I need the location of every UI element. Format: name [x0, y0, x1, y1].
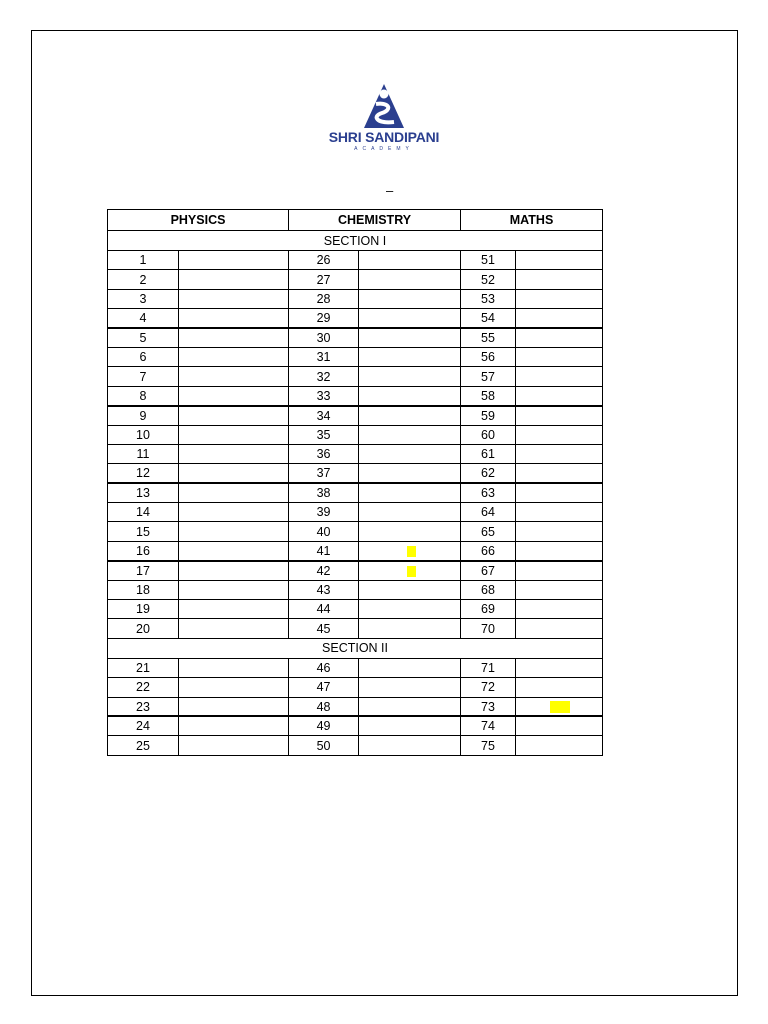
- header-row: [108, 210, 603, 231]
- answer-cell[interactable]: [359, 658, 461, 677]
- answer-cell[interactable]: [516, 464, 603, 483]
- question-number: 23: [108, 697, 179, 716]
- question-number: 70: [461, 619, 516, 638]
- question-number: 66: [461, 541, 516, 560]
- answer-cell[interactable]: [516, 328, 603, 347]
- question-number: 59: [461, 406, 516, 425]
- question-number: 32: [289, 367, 359, 386]
- question-number: 56: [461, 347, 516, 366]
- section-header-row: [108, 638, 603, 658]
- question-number: 54: [461, 309, 516, 328]
- answer-cell[interactable]: [359, 386, 461, 405]
- question-number: 45: [289, 619, 359, 638]
- question-number: 42: [289, 561, 359, 580]
- answer-cell[interactable]: [516, 347, 603, 366]
- question-number: 43: [289, 580, 359, 599]
- answer-cell[interactable]: [179, 270, 289, 289]
- question-number: 2: [108, 270, 179, 289]
- table-row: [108, 600, 603, 619]
- question-number: 7: [108, 367, 179, 386]
- question-number: 47: [289, 678, 359, 697]
- section-title: SECTION II: [108, 638, 603, 658]
- table-row: [108, 658, 603, 677]
- answer-cell[interactable]: [516, 580, 603, 599]
- answer-cell[interactable]: [516, 716, 603, 735]
- answer-cell[interactable]: [359, 483, 461, 502]
- answer-cell[interactable]: [359, 716, 461, 735]
- question-number: 73: [461, 697, 516, 716]
- answer-cell[interactable]: [179, 658, 289, 677]
- question-number: 55: [461, 328, 516, 347]
- answer-cell[interactable]: [516, 736, 603, 755]
- physics-header: PHYSICS: [108, 210, 289, 231]
- question-number: 21: [108, 658, 179, 677]
- table-row: [108, 386, 603, 405]
- answer-cell[interactable]: [516, 483, 603, 502]
- answer-cell[interactable]: [179, 522, 289, 541]
- table-row: [108, 464, 603, 483]
- answer-cell[interactable]: [359, 406, 461, 425]
- table-row: [108, 678, 603, 697]
- table-row: [108, 541, 603, 560]
- chemistry-header: CHEMISTRY: [289, 210, 461, 231]
- question-number: 46: [289, 658, 359, 677]
- question-number: 22: [108, 678, 179, 697]
- answer-cell[interactable]: [516, 251, 603, 270]
- logo-emblem-icon: [358, 82, 410, 130]
- answer-cell[interactable]: [179, 406, 289, 425]
- table-row: [108, 444, 603, 463]
- answer-cell[interactable]: [179, 736, 289, 755]
- answer-cell[interactable]: [359, 251, 461, 270]
- question-number: 50: [289, 736, 359, 755]
- answer-cell[interactable]: [359, 600, 461, 619]
- answer-cell[interactable]: [359, 503, 461, 522]
- highlight-mark: [407, 566, 416, 577]
- question-number: 62: [461, 464, 516, 483]
- answer-cell[interactable]: [516, 503, 603, 522]
- answer-cell[interactable]: [179, 600, 289, 619]
- question-number: 25: [108, 736, 179, 755]
- table-row: [108, 406, 603, 425]
- answer-cell[interactable]: [179, 444, 289, 463]
- answer-cell[interactable]: [516, 406, 603, 425]
- answer-cell[interactable]: [179, 251, 289, 270]
- question-number: 28: [289, 289, 359, 308]
- answer-cell[interactable]: [359, 678, 461, 697]
- table-row: [108, 716, 603, 735]
- answer-cell[interactable]: [179, 561, 289, 580]
- table-row: [108, 425, 603, 444]
- question-number: 64: [461, 503, 516, 522]
- maths-header: MATHS: [461, 210, 603, 231]
- answer-cell[interactable]: [179, 503, 289, 522]
- question-number: 72: [461, 678, 516, 697]
- answer-cell[interactable]: [516, 386, 603, 405]
- answer-cell[interactable]: [359, 736, 461, 755]
- answer-cell[interactable]: [516, 678, 603, 697]
- table-row: [108, 328, 603, 347]
- question-number: 35: [289, 425, 359, 444]
- answer-cell[interactable]: [516, 600, 603, 619]
- question-number: 75: [461, 736, 516, 755]
- table-row: [108, 483, 603, 502]
- question-number: 3: [108, 289, 179, 308]
- question-number: 6: [108, 347, 179, 366]
- title-dash: –: [386, 183, 394, 198]
- answer-cell[interactable]: [179, 425, 289, 444]
- answer-cell[interactable]: [179, 289, 289, 308]
- answer-cell[interactable]: [179, 678, 289, 697]
- table-row: [108, 289, 603, 308]
- table-row: [108, 251, 603, 270]
- answer-cell[interactable]: [359, 309, 461, 328]
- section-title: SECTION I: [108, 231, 603, 251]
- answer-cell[interactable]: [516, 309, 603, 328]
- answer-cell[interactable]: [179, 483, 289, 502]
- question-number: 1: [108, 251, 179, 270]
- question-number: 8: [108, 386, 179, 405]
- question-number: 41: [289, 541, 359, 560]
- answer-cell[interactable]: [516, 522, 603, 541]
- answer-cell[interactable]: [516, 541, 603, 560]
- answer-cell[interactable]: [516, 367, 603, 386]
- answer-cell[interactable]: [359, 347, 461, 366]
- answer-cell[interactable]: [359, 289, 461, 308]
- answer-cell[interactable]: [516, 658, 603, 677]
- answer-cell[interactable]: [179, 347, 289, 366]
- question-number: 30: [289, 328, 359, 347]
- answer-cell[interactable]: [179, 309, 289, 328]
- question-number: 74: [461, 716, 516, 735]
- question-number: 12: [108, 464, 179, 483]
- question-number: 15: [108, 522, 179, 541]
- answer-cell[interactable]: [516, 619, 603, 638]
- answer-cell[interactable]: [516, 425, 603, 444]
- question-number: 39: [289, 503, 359, 522]
- question-number: 18: [108, 580, 179, 599]
- answer-cell[interactable]: [179, 386, 289, 405]
- table-row: [108, 367, 603, 386]
- table-row: [108, 580, 603, 599]
- question-number: 57: [461, 367, 516, 386]
- question-number: 63: [461, 483, 516, 502]
- section-header-row: [108, 231, 603, 251]
- answer-cell[interactable]: [516, 561, 603, 580]
- question-number: 16: [108, 541, 179, 560]
- question-number: 71: [461, 658, 516, 677]
- question-number: 29: [289, 309, 359, 328]
- question-number: 14: [108, 503, 179, 522]
- answer-cell[interactable]: [516, 697, 603, 716]
- question-number: 61: [461, 444, 516, 463]
- table-row: [108, 347, 603, 366]
- question-number: 31: [289, 347, 359, 366]
- question-number: 11: [108, 444, 179, 463]
- answer-cell[interactable]: [516, 289, 603, 308]
- question-number: 10: [108, 425, 179, 444]
- answer-cell[interactable]: [179, 619, 289, 638]
- table-row: [108, 561, 603, 580]
- table-row: [108, 697, 603, 716]
- question-number: 68: [461, 580, 516, 599]
- answer-cell[interactable]: [359, 522, 461, 541]
- logo-subtitle: ACADEMY: [354, 146, 414, 152]
- answer-cell[interactable]: [359, 328, 461, 347]
- answer-cell[interactable]: [359, 561, 461, 580]
- answer-cell[interactable]: [179, 367, 289, 386]
- question-number: 40: [289, 522, 359, 541]
- question-number: 52: [461, 270, 516, 289]
- question-number: 44: [289, 600, 359, 619]
- table-row: [108, 736, 603, 755]
- answer-cell[interactable]: [359, 619, 461, 638]
- question-number: 17: [108, 561, 179, 580]
- answer-cell[interactable]: [359, 541, 461, 560]
- table-row: [108, 270, 603, 289]
- question-number: 37: [289, 464, 359, 483]
- answer-cell[interactable]: [179, 580, 289, 599]
- question-number: 60: [461, 425, 516, 444]
- answer-cell[interactable]: [516, 270, 603, 289]
- question-number: 38: [289, 483, 359, 502]
- question-number: 53: [461, 289, 516, 308]
- logo-name: SHRI SANDIPANI: [328, 129, 440, 145]
- answer-cell[interactable]: [516, 444, 603, 463]
- answer-cell[interactable]: [359, 425, 461, 444]
- answer-cell[interactable]: [179, 716, 289, 735]
- question-number: 33: [289, 386, 359, 405]
- table-row: [108, 522, 603, 541]
- answer-cell[interactable]: [359, 444, 461, 463]
- question-number: 27: [289, 270, 359, 289]
- question-number: 69: [461, 600, 516, 619]
- answer-cell[interactable]: [359, 464, 461, 483]
- question-number: 24: [108, 716, 179, 735]
- question-number: 49: [289, 716, 359, 735]
- academy-logo: [325, 82, 443, 154]
- highlight-mark: [407, 546, 416, 557]
- answer-cell[interactable]: [179, 328, 289, 347]
- question-number: 34: [289, 406, 359, 425]
- question-number: 4: [108, 309, 179, 328]
- highlight-mark: [550, 701, 570, 713]
- question-number: 20: [108, 619, 179, 638]
- answer-cell[interactable]: [179, 697, 289, 716]
- question-number: 26: [289, 251, 359, 270]
- question-number: 5: [108, 328, 179, 347]
- question-number: 13: [108, 483, 179, 502]
- question-number: 67: [461, 561, 516, 580]
- question-number: 58: [461, 386, 516, 405]
- question-number: 19: [108, 600, 179, 619]
- table-row: [108, 619, 603, 638]
- table-row: [108, 503, 603, 522]
- question-number: 48: [289, 697, 359, 716]
- answer-cell[interactable]: [179, 464, 289, 483]
- table-row: [108, 309, 603, 328]
- question-number: 36: [289, 444, 359, 463]
- question-number: 9: [108, 406, 179, 425]
- answer-key-table: [107, 209, 603, 756]
- question-number: 65: [461, 522, 516, 541]
- answer-cell[interactable]: [179, 541, 289, 560]
- answer-cell[interactable]: [359, 697, 461, 716]
- answer-cell[interactable]: [359, 367, 461, 386]
- question-number: 51: [461, 251, 516, 270]
- answer-cell[interactable]: [359, 580, 461, 599]
- answer-cell[interactable]: [359, 270, 461, 289]
